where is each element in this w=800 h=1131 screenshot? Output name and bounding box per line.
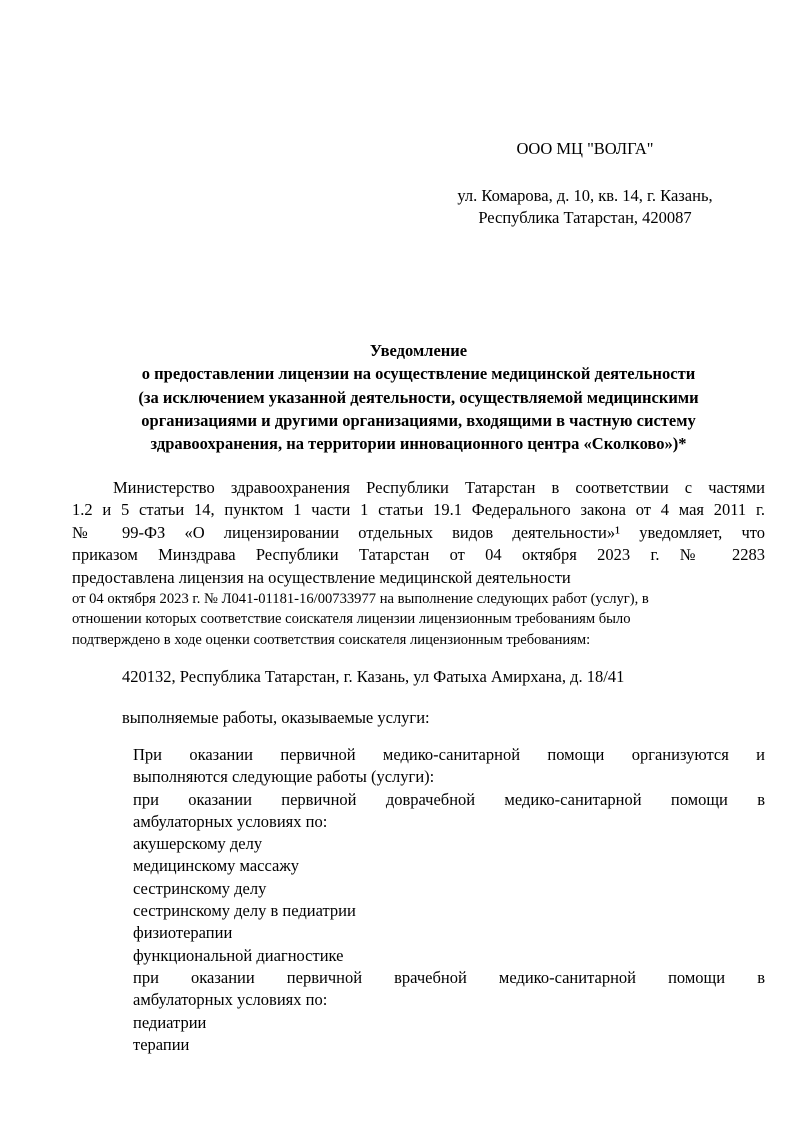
license-details [72, 589, 765, 650]
services-list [133, 744, 765, 1056]
document-title [72, 339, 765, 455]
service-line: педиатрии [133, 1012, 207, 1032]
service-line: функциональной диагностике [133, 945, 344, 965]
service-line: При оказании первичной медико-санитарной помощи организуются и [133, 745, 765, 764]
service-line: при оказании первичной доврачебной медико-санитарной помощи в [133, 789, 765, 809]
service-line: акушерскому делу [133, 834, 263, 854]
service-line: сестринскому делу в педиатрии [133, 901, 356, 921]
paragraph-line: № 99-ФЗ «О лицензировании отдельных видов деятельности»¹ уведомляет, что [72, 522, 765, 542]
works-intro: выполняемые работы, оказываемые услуги: [122, 708, 430, 727]
paragraph-line: Министерство здравоохранения Республики Татарстан в соответствии с частями [113, 478, 765, 497]
address-line: ул. Комарова, д. 10, кв. 14, г. Казань, [457, 186, 713, 205]
service-line: при оказании первичной врачебной медико-санитарной помощи в [133, 967, 765, 987]
paragraph-line: 1.2 и 5 статьи 14, пунктом 1 части 1 статьи 19.1 Федерального закона от 4 мая 2011 г. [72, 500, 765, 520]
service-line: медицинскому массажу [133, 856, 299, 876]
main-paragraph [72, 477, 765, 589]
service-line: амбулаторных условиях по: [133, 990, 328, 1010]
letterhead-address [370, 185, 800, 229]
company-name: ООО МЦ "ВОЛГА" [516, 139, 654, 158]
service-line: амбулаторных условиях по: [133, 811, 328, 831]
title-line: о предоставлении лицензии на осуществление медицинской деятельности [141, 364, 696, 384]
license-address: 420132, Республика Татарстан, г. Казань, ул Фатыха Амирхана, д. 18/41 [122, 667, 625, 686]
letterhead [370, 138, 800, 229]
title-line: Уведомление [369, 341, 468, 360]
service-line: физиотерапии [133, 923, 233, 943]
service-line: терапии [133, 1034, 190, 1054]
address-line: Республика Татарстан, 420087 [478, 208, 692, 227]
service-line: выполняются следующие работы (услуги): [133, 767, 435, 787]
details-line: от 04 октября 2023 г. № Л041-01181-16/00733977 на выполнение следующих работ (услуг), в [72, 591, 649, 607]
service-line: сестринскому делу [133, 878, 267, 898]
details-line: отношении которых соответствие соискателя лицензии лицензионным требованиям было [72, 611, 631, 628]
paragraph-line: приказом Минздрава Республики Татарстан от 04 октября 2023 г. № 2283 [72, 545, 765, 565]
title-line: (за исключением указанной деятельности, осуществляемой медицинскими [138, 387, 699, 407]
paragraph-line: предоставлена лицензия на осуществление медицинской деятельности [72, 567, 571, 587]
title-line: организациями и другими организациями, входящими в частную систему [141, 410, 696, 430]
details-line: подтверждено в ходе оценки соответствия соискателя лицензионным требованиям: [72, 631, 591, 648]
title-line: здравоохранения, на территории инновационного центра «Сколково»)* [150, 434, 687, 454]
